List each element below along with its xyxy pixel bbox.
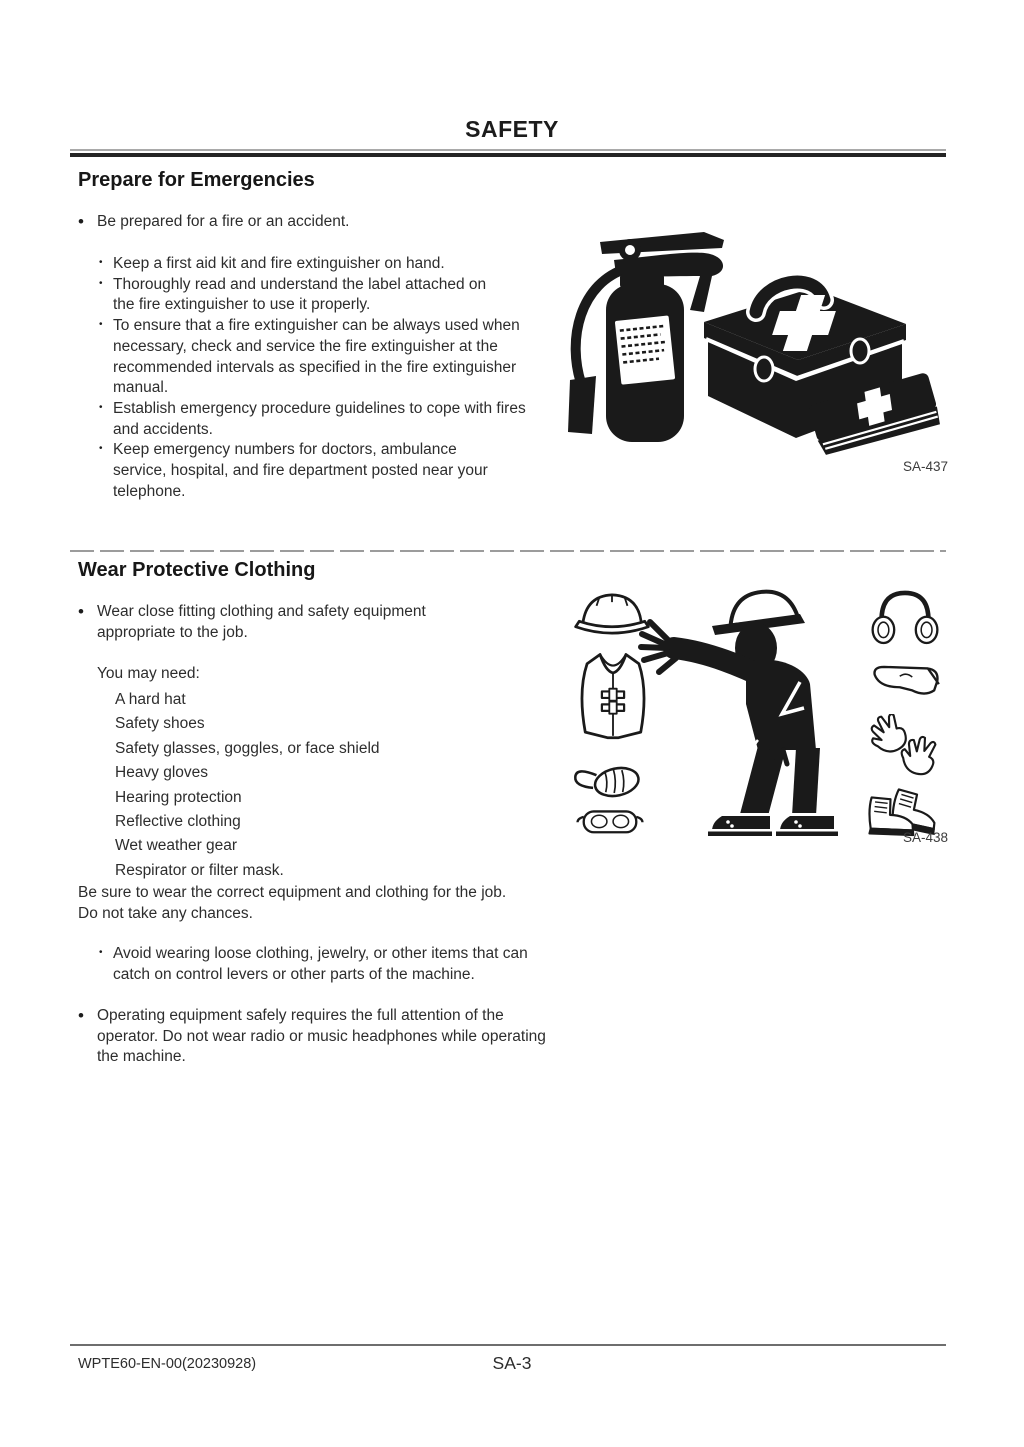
list-item: Safety glasses, goggles, or face shield bbox=[115, 739, 380, 757]
clothing-caution: • Avoid wearing loose clothing, jewelry, or other items that can catch on control levers or other parts of the machine. bbox=[97, 944, 547, 985]
goggles-icon bbox=[578, 811, 643, 832]
need-label: You may need: bbox=[97, 665, 200, 682]
safety-vest-icon bbox=[582, 654, 644, 737]
need-list bbox=[115, 688, 380, 883]
page-title: SAFETY bbox=[465, 116, 559, 142]
list-item: Reflective clothing bbox=[115, 813, 241, 831]
fire-extinguisher-icon bbox=[568, 232, 724, 442]
emergencies-intro: • Be prepared for a fire or an accident. bbox=[78, 212, 537, 233]
clothing-attention: • Operating equipment safely requires the full attention of the operator. Do not wear radio or music headphones while operating the machine. bbox=[78, 1006, 549, 1068]
figure-caption-sa-437: SA-437 bbox=[902, 459, 948, 474]
safety-glasses-icon bbox=[875, 667, 939, 694]
list-item: A hard hat bbox=[115, 691, 186, 708]
header-rule bbox=[70, 149, 946, 158]
clothing-note: Be sure to wear the correct equipment and clothing for the job. Do not take any chances. bbox=[78, 884, 507, 922]
list-item: Respirator or filter mask. bbox=[115, 861, 284, 879]
figure-protective-clothing bbox=[562, 584, 954, 840]
respirator-icon bbox=[575, 764, 641, 800]
list-item: • Thoroughly read and understand the label attached on the fire extinguisher to use it properly. bbox=[97, 275, 505, 316]
list-item: • Keep emergency numbers for doctors, ambulance service, hospital, and fire department posted near your telephone. bbox=[97, 440, 491, 502]
list-item: Wet weather gear bbox=[115, 837, 238, 855]
list-item: Safety shoes bbox=[115, 715, 205, 733]
list-item: • Establish emergency procedure guidelines to cope with fires and accidents. bbox=[97, 399, 533, 440]
list-item: Heavy gloves bbox=[115, 764, 209, 782]
section-heading-prepare-for-emergencies: Prepare for Emergencies bbox=[78, 169, 315, 191]
ear-muffs-icon bbox=[873, 593, 938, 643]
list-item: Hearing protection bbox=[115, 788, 242, 806]
footer-page-number: SA-3 bbox=[492, 1353, 532, 1373]
footer-doc-code: WPTE60-EN-00(20230928) bbox=[78, 1356, 257, 1372]
hard-hat-icon bbox=[576, 595, 649, 633]
figure-fire-extinguisher-first-aid bbox=[554, 220, 954, 458]
list-item: • To ensure that a fire extinguisher can be always used when necessary, check and service the fire extinguisher at the recommended intervals as specified in the fire extinguisher manual. bbox=[97, 316, 527, 399]
worker-icon bbox=[641, 588, 838, 836]
section-divider bbox=[70, 550, 946, 552]
gloves-icon bbox=[863, 710, 937, 776]
emergencies-sub-list bbox=[97, 254, 533, 502]
section-heading-wear-protective-clothing: Wear Protective Clothing bbox=[78, 559, 316, 581]
footer-rule bbox=[70, 1344, 946, 1346]
list-item: • Keep a first aid kit and fire extinguisher on hand. bbox=[97, 254, 533, 275]
clothing-intro: • Wear close fitting clothing and safety equipment appropriate to the job. bbox=[78, 602, 479, 643]
figure-caption-sa-438: SA-438 bbox=[902, 830, 948, 845]
